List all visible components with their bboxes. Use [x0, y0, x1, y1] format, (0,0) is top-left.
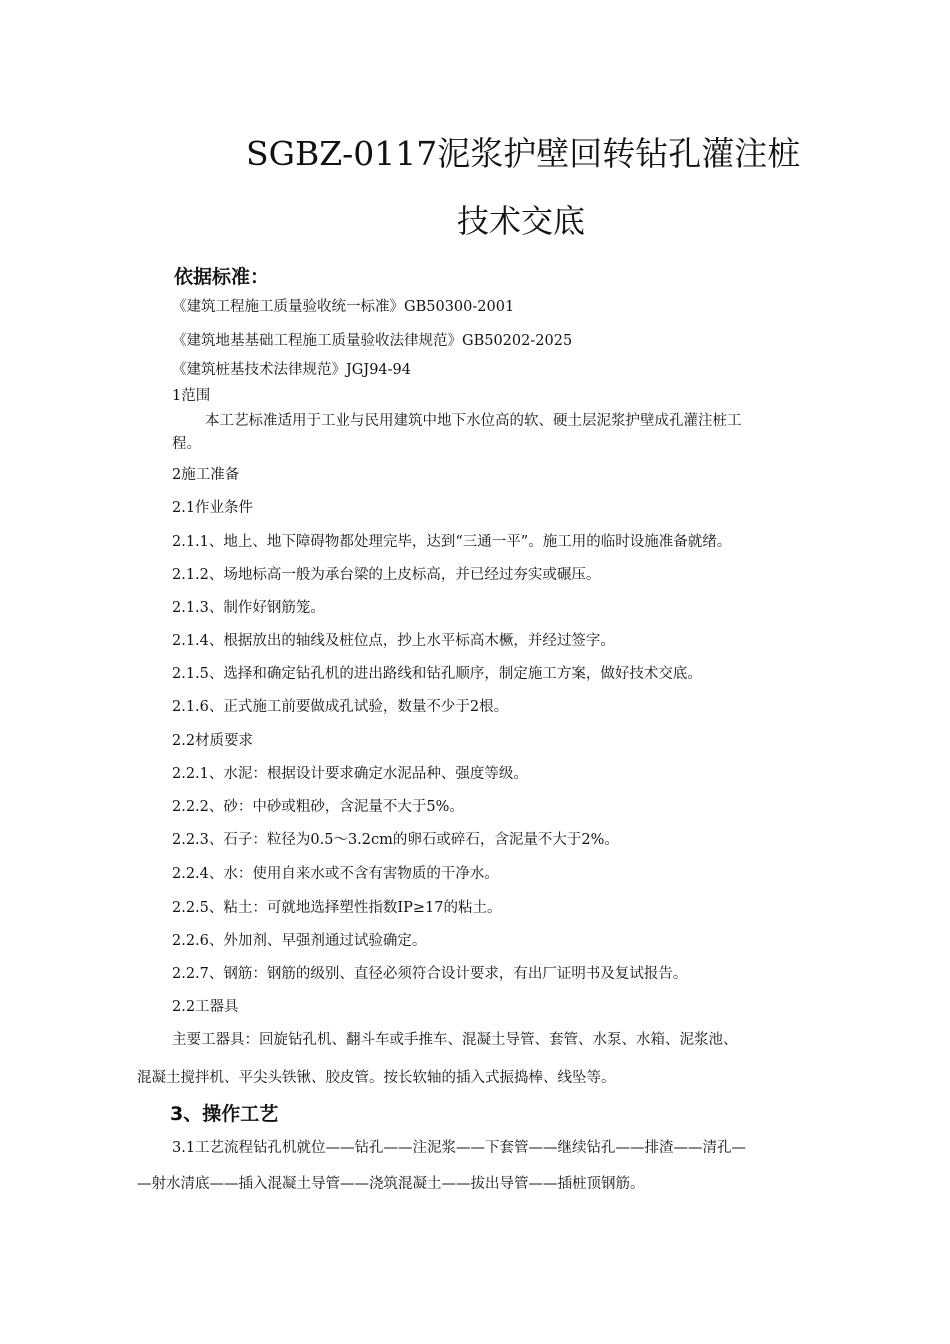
section-3-heading: 3、操作工艺 — [170, 1103, 279, 1125]
basis-standard-3: 《建筑桩基技术法律规范》JGJ94-94 — [172, 362, 412, 378]
material-item: 2.2.1、水泥：根据设计要求确定水泥品种、强度等级。 — [172, 766, 528, 782]
document-subtitle: 技术交底 — [456, 202, 585, 240]
document-title: SGBZ-0117泥浆护壁回转钻孔灌注桩 — [246, 134, 801, 173]
process-flow-line-1: 3.1工艺流程钻孔机就位——钻孔——注泥浆——下套管——继续钻孔——排渣——清孔— — [172, 1140, 747, 1156]
material-item: 2.2.2、砂：中砂或粗砂，含泥量不大于5%。 — [172, 799, 464, 815]
process-flow-line-2: —射水清底——插入混凝土导管——浇筑混凝土——拔出导管——插桩顶钢筋。 — [137, 1176, 645, 1192]
material-item: 2.2.4、水：使用自来水或不含有害物质的干净水。 — [172, 866, 499, 882]
section-1-heading: 1范围 — [172, 388, 211, 404]
basis-standard-2: 《建筑地基基础工程施工质量验收法律规范》GB50202-2025 — [172, 333, 573, 349]
condition-item: 2.1.5、选择和确定钻孔机的进出路线和钻孔顺序，制定施工方案，做好技术交底。 — [172, 666, 702, 682]
section-2-3-heading: 2.2工器具 — [172, 999, 239, 1015]
section-1-text-line-2: 程。 — [172, 436, 201, 452]
section-2-1-heading: 2.1作业条件 — [172, 500, 254, 516]
section-1-text-line-1: 本工艺标准适用于工业与民用建筑中地下水位高的软、硬土层泥浆护壁成孔灌注桩工 — [205, 413, 742, 429]
material-item: 2.2.5、粘土：可就地选择塑性指数IP≥17的粘土。 — [172, 900, 502, 916]
tools-text-line-2: 混凝土搅拌机、平尖头铁锹、胶皮管。按长软轴的插入式振捣棒、线坠等。 — [137, 1070, 616, 1086]
condition-item: 2.1.3、制作好钢筋笼。 — [172, 600, 325, 616]
material-item: 2.2.7、钢筋：钢筋的级别、直径必须符合设计要求，有出厂证明书及复试报告。 — [172, 966, 688, 982]
section-2-heading: 2施工准备 — [172, 467, 240, 483]
material-item: 2.2.3、石子：粒径为0.5～3.2cm的卵石或碎石，含泥量不大于2%。 — [172, 832, 619, 848]
condition-item: 2.1.1、地上、地下障碍物都处理完毕，达到“三通一平”。施工用的临时设施准备就绪。 — [172, 534, 732, 550]
condition-item: 2.1.2、场地标高一般为承台梁的上皮标高，并已经过夯实或碾压。 — [172, 567, 601, 583]
basis-heading: 依据标准： — [174, 266, 270, 288]
basis-standard-1: 《建筑工程施工质量验收统一标准》GB50300-2001 — [172, 299, 515, 315]
tools-text-line-1: 主要工器具：回旋钻孔机、翻斗车或手推车、混凝土导管、套管、水泵、水箱、泥浆池、 — [172, 1032, 738, 1048]
condition-item: 2.1.6、正式施工前要做成孔试验，数量不少于2根。 — [172, 699, 509, 715]
condition-item: 2.1.4、根据放出的轴线及桩位点，抄上水平标高木橛，并经过签字。 — [172, 633, 615, 649]
material-item: 2.2.6、外加剂、早强剂通过试验确定。 — [172, 933, 427, 949]
section-2-2-heading: 2.2材质要求 — [172, 733, 254, 749]
